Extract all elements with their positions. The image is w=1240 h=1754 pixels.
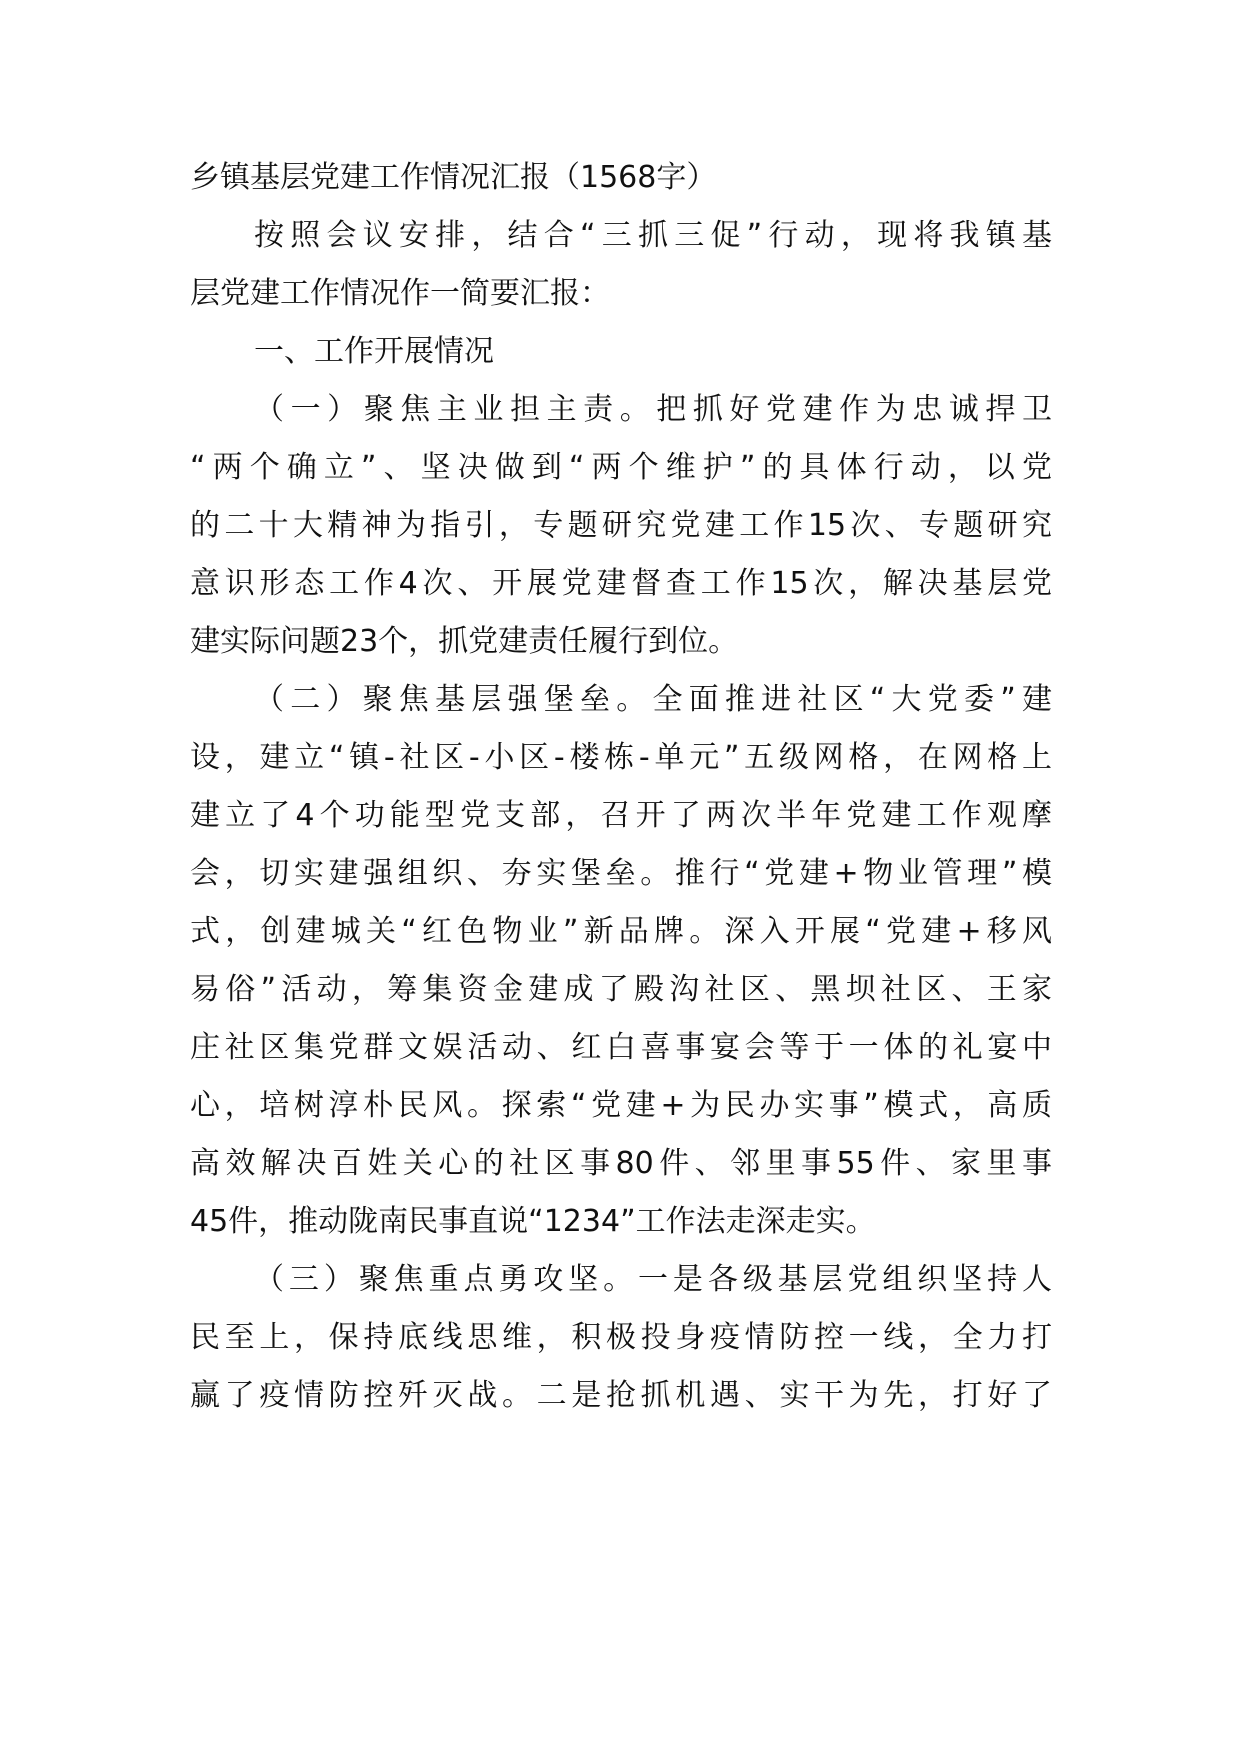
text-line: 心，培树淳朴民风。探索“党建+为民办实事”模式，高质 — [190, 1088, 1052, 1123]
text-line: “两个确立”、坚决做到“两个维护”的具体行动，以党 — [190, 450, 1052, 485]
paragraph-section-2 — [190, 671, 1052, 1251]
text-line: （二）聚焦基层强堡垒。全面推进社区“大党委”建 — [254, 682, 1052, 717]
text-line: 民至上，保持底线思维，积极投身疫情防控一线，全力打 — [190, 1320, 1052, 1355]
text-line: 按照会议安排，结合“三抓三促”行动，现将我镇基 — [254, 218, 1052, 253]
paragraph-section-3 — [190, 1251, 1052, 1425]
text-line: 式，创建城关“红色物业”新品牌。深入开展“党建+移风 — [190, 914, 1052, 949]
paragraph-intro — [190, 207, 1052, 323]
document-page — [190, 149, 1052, 1425]
text-line: 会，切实建强组织、夯实堡垒。推行“党建+物业管理”模 — [190, 856, 1052, 891]
text-line: 高效解决百姓关心的社区事80件、邻里事55件、家里事 — [190, 1146, 1052, 1181]
section-heading — [190, 323, 1052, 381]
text-line: 设，建立“镇-社区-小区-楼栋-单元”五级网格，在网格上 — [190, 740, 1052, 775]
text-line: （三）聚焦重点勇攻坚。一是各级基层党组织坚持人 — [254, 1262, 1052, 1297]
text-line: 易俗”活动，筹集资金建成了殿沟社区、黑坝社区、王家 — [190, 972, 1052, 1007]
paragraph-section-1 — [190, 381, 1052, 671]
text-line: 45件，推动陇南民事直说“1234”工作法走深走实。 — [190, 1204, 876, 1239]
text-line: 建立了4个功能型党支部，召开了两次半年党建工作观摩 — [190, 798, 1052, 833]
document-title: 乡镇基层党建工作情况汇报（1568字） — [190, 160, 717, 195]
heading-text: 一、工作开展情况 — [254, 334, 494, 369]
text-line: （一）聚焦主业担主责。把抓好党建作为忠诚捍卫 — [254, 392, 1052, 427]
text-line: 的二十大精神为指引，专题研究党建工作15次、专题研究 — [190, 508, 1052, 543]
text-line: 庄社区集党群文娱活动、红白喜事宴会等于一体的礼宴中 — [190, 1030, 1052, 1065]
text-line: 层党建工作情况作一简要汇报： — [190, 276, 610, 311]
text-line: 建实际问题23个，抓党建责任履行到位。 — [190, 624, 739, 659]
text-line: 意识形态工作4次、开展党建督查工作15次，解决基层党 — [190, 566, 1052, 601]
text-line: 赢了疫情防控歼灭战。二是抢抓机遇、实干为先，打好了 — [190, 1378, 1052, 1413]
